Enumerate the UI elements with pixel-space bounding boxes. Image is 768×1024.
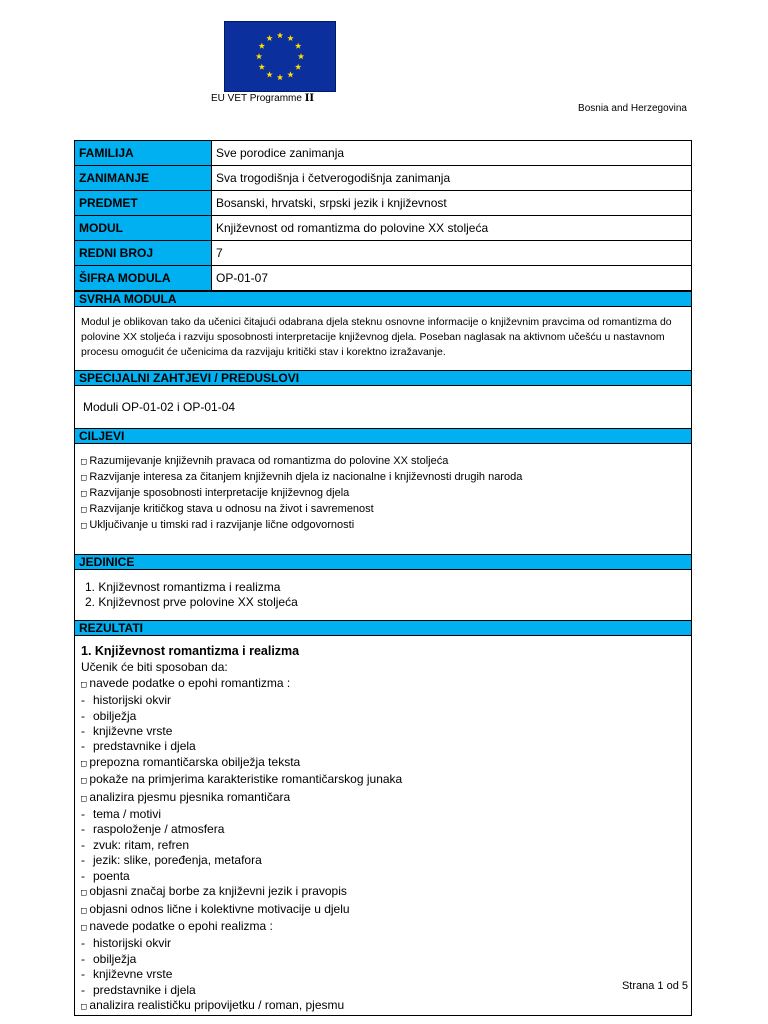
eu-star-icon <box>266 71 272 77</box>
units-list <box>75 570 692 621</box>
eu-star-icon <box>295 64 301 70</box>
bullet-box-icon: □ <box>81 922 87 933</box>
info-label: ŠIFRA MODULA <box>75 266 212 291</box>
dash-marker: - <box>81 708 85 723</box>
purpose-title: SVRHA MODULA <box>75 292 692 307</box>
result-item <box>81 853 685 868</box>
goals-list <box>75 444 692 555</box>
info-value: OP-01-07 <box>212 266 692 291</box>
result-item <box>81 967 685 982</box>
result-item <box>81 838 685 853</box>
eu-star-icon <box>287 35 293 41</box>
results-title: REZULTATI <box>75 621 692 636</box>
result-item <box>81 807 685 822</box>
bullet-box-icon: □ <box>81 473 87 483</box>
bullet-box-icon: □ <box>81 1001 87 1012</box>
unit-item: 2. Književnost prve polovine XX stoljeća <box>85 595 298 609</box>
result-text: pokaže na primjerima karakteristike romantičarskog junaka <box>89 772 403 787</box>
goal-item <box>81 454 685 470</box>
result-text: objasni odnos lične i kolektivne motivacije u djelu <box>89 901 350 916</box>
info-row <box>75 191 692 216</box>
module-sections-table <box>74 291 692 1016</box>
result-text: navede podatke o epohi realizma : <box>89 918 273 933</box>
result-text: književne vrste <box>93 967 173 982</box>
units-title: JEDINICE <box>75 555 692 570</box>
dash-marker: - <box>81 967 85 982</box>
dash-marker: - <box>81 822 85 837</box>
results-lines <box>81 676 685 1016</box>
result-text: navede podatke o epohi romantizma : <box>89 675 291 690</box>
dash-marker: - <box>81 807 85 822</box>
dash-marker: - <box>81 868 85 883</box>
bullet-box-icon: □ <box>81 521 87 531</box>
result-text: tema / motivi <box>93 807 162 822</box>
bullet-box-icon: □ <box>81 489 87 499</box>
goal-item <box>81 470 685 486</box>
result-text: obilježja <box>93 951 137 966</box>
info-value: Sva trogodišnja i četverogodišnja zanimanja <box>212 166 692 191</box>
result-text: objasni značaj borbe za književni jezik i pravopis <box>89 884 347 899</box>
eu-star-icon <box>259 64 265 70</box>
result-item <box>81 919 685 936</box>
page-number: Strana 1 od 5 <box>621 980 688 992</box>
info-value: Sve porodice zanimanja <box>212 141 692 166</box>
bullet-box-icon: □ <box>81 888 87 899</box>
goal-text: Uključivanje u timski rad i razvijanje lične odgovornosti <box>89 519 355 531</box>
eu-star-icon <box>266 35 272 41</box>
goal-text: Razvijanje interesa za čitanjem književnih djela iz nacionalne i književnosti drugih naroda <box>89 471 523 483</box>
info-row <box>75 241 692 266</box>
eu-star-icon <box>259 43 265 49</box>
module-info-table <box>74 140 692 291</box>
result-item <box>81 952 685 967</box>
eu-star-icon <box>256 53 262 59</box>
result-text: obilježja <box>93 708 137 723</box>
result-text: analizira realističku pripovijetku / roman, pjesmu <box>89 997 345 1012</box>
goal-item <box>81 518 685 534</box>
info-row <box>75 141 692 166</box>
results-subtitle: 1. Književnost romantizma i realizma <box>81 644 300 658</box>
eu-star-icon <box>287 71 293 77</box>
dash-marker: - <box>81 693 85 708</box>
eu-stars-icon <box>225 22 335 91</box>
result-item <box>81 739 685 754</box>
goal-text: Razvijanje kritičkog stava u odnosu na život i savremenost <box>89 503 374 515</box>
bullet-box-icon: □ <box>81 505 87 515</box>
eu-programme-roman: II <box>304 93 315 104</box>
result-item <box>81 822 685 837</box>
bullet-box-icon: □ <box>81 905 87 916</box>
info-value: Bosanski, hrvatski, srpski jezik i književnost <box>212 191 692 216</box>
result-item <box>81 772 685 789</box>
prerequisites-text: Moduli OP-01-02 i OP-01-04 <box>75 386 692 429</box>
result-text: analizira pjesmu pjesnika romantičara <box>89 789 291 804</box>
info-value: Književnost od romantizma do polovine XX stoljeća <box>212 216 692 241</box>
result-item <box>81 936 685 951</box>
results-content <box>75 636 692 1016</box>
bullet-box-icon: □ <box>81 679 87 690</box>
result-item <box>81 884 685 901</box>
unit-item: 1. Književnost romantizma i realizma <box>85 580 281 594</box>
result-item <box>81 709 685 724</box>
dash-marker: - <box>81 853 85 868</box>
result-text: poenta <box>93 868 130 883</box>
bullet-box-icon: □ <box>81 776 87 787</box>
info-label: PREDMET <box>75 191 212 216</box>
info-value: 7 <box>212 241 692 266</box>
goal-text: Razumijevanje književnih pravaca od romantizma do polovine XX stoljeća <box>89 455 449 467</box>
result-item <box>81 724 685 739</box>
eu-programme-caption <box>211 93 314 104</box>
bullet-box-icon: □ <box>81 457 87 467</box>
eu-flag-logo <box>224 21 336 92</box>
result-text: zvuk: ritam, refren <box>93 837 190 852</box>
module-document <box>74 140 692 1016</box>
result-text: raspoloženje / atmosfera <box>93 822 225 837</box>
dash-marker: - <box>81 837 85 852</box>
result-text: historijski okvir <box>93 936 172 951</box>
result-item <box>81 693 685 708</box>
dash-marker: - <box>81 739 85 754</box>
country-label: Bosnia and Herzegovina <box>578 103 687 114</box>
goal-item <box>81 502 685 518</box>
eu-star-icon <box>277 74 283 80</box>
result-text: predstavnike i djela <box>93 982 196 997</box>
dash-marker: - <box>81 936 85 951</box>
result-item <box>81 676 685 693</box>
dash-marker: - <box>81 724 85 739</box>
info-label: ZANIMANJE <box>75 166 212 191</box>
eu-star-icon <box>298 53 304 59</box>
dash-marker: - <box>81 951 85 966</box>
info-label: FAMILIJA <box>75 141 212 166</box>
info-row <box>75 166 692 191</box>
result-item <box>81 755 685 772</box>
bullet-box-icon: □ <box>81 793 87 804</box>
eu-star-icon <box>295 43 301 49</box>
eu-star-icon <box>277 32 283 38</box>
dash-marker: - <box>81 982 85 997</box>
info-label: MODUL <box>75 216 212 241</box>
result-item <box>81 983 685 998</box>
purpose-text: Modul je oblikovan tako da učenici čitajući odabrana djela steknu osnovne informacije o književnim pravcima od romantizma do polovine XX stoljeća i razviju sposobnosti interpretacije književnog djela. Poseban naglasak na aktivnom učešću u nastavnom procesu omogućit će učenicima da razvijaju kritički stav i korektno izražavanje. <box>75 307 692 371</box>
goal-text: Razvijanje sposobnosti interpretacije književnog djela <box>89 487 350 499</box>
info-row <box>75 266 692 291</box>
goal-item <box>81 486 685 502</box>
result-item <box>81 790 685 807</box>
result-item <box>81 998 685 1015</box>
info-row <box>75 216 692 241</box>
result-text: prepozna romantičarska obilježja teksta <box>89 754 301 769</box>
result-text: historijski okvir <box>93 693 172 708</box>
bullet-box-icon: □ <box>81 758 87 769</box>
goals-title: CILJEVI <box>75 429 692 444</box>
result-text: književne vrste <box>93 724 173 739</box>
prerequisites-title: SPECIJALNI ZAHTJEVI / PREDUSLOVI <box>75 371 692 386</box>
eu-programme-text: EU VET Programme <box>211 93 302 104</box>
result-text: predstavnike i djela <box>93 739 196 754</box>
results-intro: Učenik će biti sposoban da: <box>81 660 228 675</box>
result-item <box>81 902 685 919</box>
result-item <box>81 869 685 884</box>
result-text: jezik: slike, poređenja, metafora <box>93 853 262 868</box>
info-label: REDNI BROJ <box>75 241 212 266</box>
